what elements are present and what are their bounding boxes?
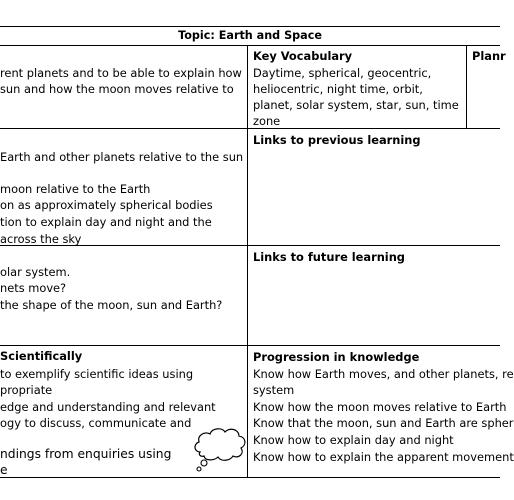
table-border-row1: [0, 128, 500, 129]
key-vocabulary-line: heliocentric, night time, orbit,: [253, 82, 423, 96]
table-border-middle: [247, 45, 248, 478]
working-scientifically-line: propriate: [0, 383, 53, 397]
question-line: the shape of the moon, sun and Earth?: [0, 298, 223, 312]
progression-line: Know how to explain day and night: [253, 433, 454, 447]
key-vocabulary-line: zone: [253, 114, 281, 128]
working-scientifically-line: to exemplify scientific ideas using: [0, 367, 194, 381]
content-line: Earth and other planets relative to the sun: [0, 150, 244, 164]
progression-line: Know that the moon, sun and Earth are spher: [253, 416, 514, 430]
objectives-line: sun and how the moon moves relative to: [0, 82, 234, 96]
progression-line: Know how to explain the apparent movement: [253, 450, 514, 464]
progression-line: system: [253, 383, 295, 397]
table-border-bottom: [0, 477, 500, 478]
content-line: moon relative to the Earth: [0, 182, 151, 196]
question-line: olar system.: [0, 265, 71, 279]
key-vocabulary-line: Daytime, spherical, geocentric,: [253, 66, 432, 80]
table-border-header: [0, 45, 500, 46]
table-border-top: [0, 26, 500, 27]
key-vocabulary-line: planet, solar system, star, sun, time: [253, 98, 459, 112]
topic-title: Topic: Earth and Space: [178, 29, 322, 42]
progression-line: Know how Earth moves, and other planets, re: [253, 367, 514, 381]
working-scientifically-heading: Scientifically: [0, 349, 83, 363]
working-scientifically-line: e: [0, 463, 8, 477]
table-border-row3: [0, 345, 500, 346]
thought-cloud-icon: [190, 425, 248, 475]
working-scientifically-line: edge and understanding and relevant: [0, 400, 216, 414]
table-border-planning: [466, 45, 467, 129]
content-line: tion to explain day and night and the: [0, 215, 212, 229]
future-learning-heading: Links to future learning: [253, 250, 405, 264]
planning-heading: Planr: [472, 49, 506, 63]
progression-heading: Progression in knowledge: [253, 350, 420, 364]
objectives-line: rent planets and to be able to explain how: [0, 66, 242, 80]
previous-learning-heading: Links to previous learning: [253, 133, 421, 147]
progression-line: Know how the moon moves relative to Earth: [253, 400, 507, 414]
content-line: across the sky: [0, 232, 82, 246]
question-line: nets move?: [0, 281, 67, 295]
key-vocabulary-heading: Key Vocabulary: [253, 49, 353, 63]
working-scientifically-line: ogy to discuss, communicate and: [0, 416, 192, 430]
working-scientifically-line: ndings from enquiries using: [0, 447, 172, 461]
content-line: on as approximately spherical bodies: [0, 198, 213, 212]
